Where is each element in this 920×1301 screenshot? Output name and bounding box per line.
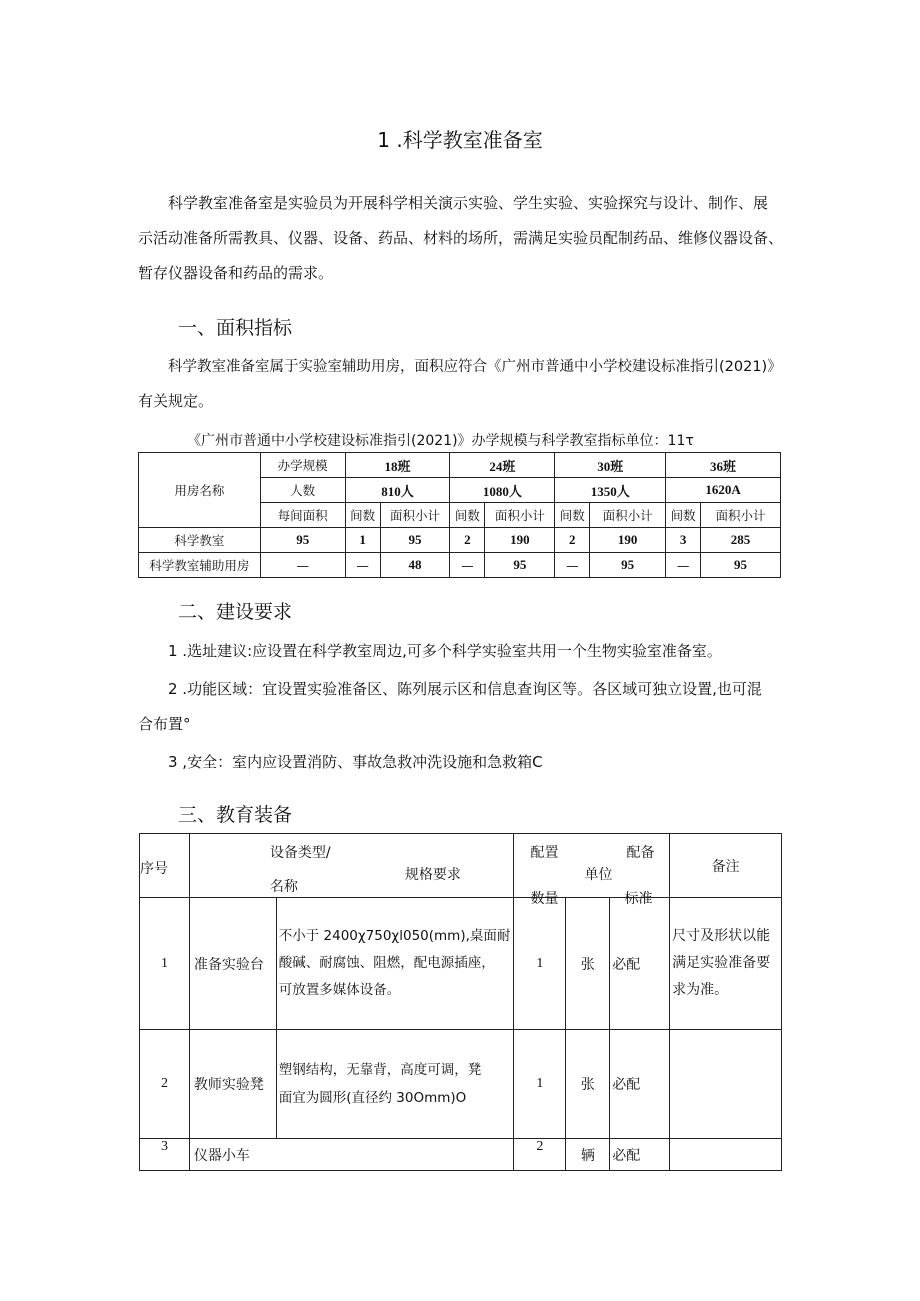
subtotal-header: 面积小计 — [590, 503, 666, 528]
scale-header: 办学规模 — [260, 453, 345, 478]
section3-heading: 三、教育装备 — [178, 804, 293, 826]
cell: 2 — [555, 528, 590, 553]
class-36: 36班 — [666, 453, 781, 478]
row-no: 3 — [140, 1139, 190, 1171]
row-note — [670, 1030, 782, 1139]
requirement-2-cont: 合布置° — [138, 715, 191, 733]
count-header: 间数 — [555, 503, 590, 528]
people-18: 810人 — [345, 478, 450, 503]
cell: — — [666, 553, 701, 578]
intro-line-3: 暂存仪器设备和药品的需求。 — [138, 264, 334, 282]
section1-heading: 一、面积指标 — [178, 317, 293, 339]
intro-line-2: 示活动准备所需教具、仪器、设备、药品、材料的场所，需满足实验员配制药品、维修仪器设备、 — [138, 229, 784, 247]
cell: 48 — [380, 553, 450, 578]
row-unit: 张 — [566, 1030, 610, 1139]
count-header: 间数 — [666, 503, 701, 528]
row-std: 必配 — [610, 1139, 670, 1171]
qty-unit-std-header — [514, 834, 670, 907]
row-qty: 1 — [514, 898, 566, 1030]
unit-header: 单位 — [584, 867, 613, 883]
spec-line: 面宜为圆形(直径约 30Omm)O — [278, 1090, 467, 1106]
row-std: 必配 — [610, 898, 670, 1030]
row-name: 教师实验凳 — [189, 1030, 276, 1139]
section1-text-1: 科学教室准备室属于实验室辅助用房，面积应符合《广州市普通中小学校建设标准指引(2021)》 — [168, 359, 782, 375]
cell: 95 — [701, 553, 781, 578]
table-row — [139, 553, 781, 578]
table-row — [140, 1030, 782, 1139]
people-24: 1080人 — [450, 478, 555, 503]
cell: 285 — [701, 528, 781, 553]
subtotal-header: 面积小计 — [701, 503, 781, 528]
std-header-2: 标准 — [624, 891, 653, 907]
row-unit: 辆 — [566, 1139, 610, 1171]
qty-header-2: 数量 — [530, 891, 559, 907]
row-name: 科学教室辅助用房 — [139, 553, 261, 578]
spec-header: 规格要求 — [404, 867, 461, 883]
people-36: 1620A — [666, 478, 781, 503]
cell: 1 — [345, 528, 380, 553]
note-line: 满足实验准备要 — [672, 955, 771, 971]
spec-line: 酸碱、耐腐蚀、阻燃，配电源插座， — [278, 955, 495, 971]
note-line: 求为准。 — [672, 982, 729, 998]
requirement-1: 1 .选址建议:应设置在科学教室周边,可多个科学实验室共用一个生物实验室准备室。 — [168, 642, 722, 660]
type-header-2: 名称 — [269, 879, 298, 895]
table-row — [140, 1139, 782, 1171]
note-header: 备注 — [670, 834, 782, 898]
row-note — [670, 898, 782, 1030]
room-name-header: 用房名称 — [139, 453, 261, 528]
cell: 95 — [485, 553, 555, 578]
row-qty: 1 — [514, 1030, 566, 1139]
cell: 190 — [485, 528, 555, 553]
row-name: 准备实验台 — [189, 898, 276, 1030]
subtotal-header: 面积小计 — [485, 503, 555, 528]
section2-heading: 二、建设要求 — [178, 601, 293, 623]
cell: — — [345, 553, 380, 578]
table-header-row — [140, 834, 782, 898]
table-row — [139, 528, 781, 553]
subtotal-header: 面积小计 — [380, 503, 450, 528]
std-header-1: 配备 — [626, 845, 655, 861]
people-header: 人数 — [260, 478, 345, 503]
cell: 95 — [590, 553, 666, 578]
row-no: 1 — [140, 898, 190, 1030]
cell: — — [260, 553, 345, 578]
cell: — — [555, 553, 590, 578]
cell: — — [450, 553, 485, 578]
count-header: 间数 — [345, 503, 380, 528]
per-room-header: 每间面积 — [260, 503, 345, 528]
area-table — [138, 452, 781, 578]
row-note — [670, 1139, 782, 1171]
type-header-1: 设备类型/ — [269, 845, 331, 861]
equipment-table — [139, 833, 782, 1171]
row-name: 仪器小车 — [189, 1139, 514, 1171]
cell: 95 — [260, 528, 345, 553]
row-no: 2 — [140, 1030, 190, 1139]
row-unit: 张 — [566, 898, 610, 1030]
cell: 2 — [450, 528, 485, 553]
row-spec — [276, 1030, 514, 1139]
spec-line: 可放置多媒体设备。 — [278, 982, 401, 998]
class-18: 18班 — [345, 453, 450, 478]
class-24: 24班 — [450, 453, 555, 478]
requirement-2: 2 .功能区域：宜设置实验准备区、陈列展示区和信息查询区等。各区域可独立设置,也可混 — [168, 680, 762, 698]
cell: 3 — [666, 528, 701, 553]
note-line: 尺寸及形状以能 — [672, 928, 771, 944]
row-qty: 2 — [514, 1139, 566, 1171]
people-30: 1350人 — [555, 478, 666, 503]
row-std: 必配 — [610, 1030, 670, 1139]
cell: 190 — [590, 528, 666, 553]
table-row — [140, 898, 782, 1030]
spec-line: 不小于 2400χ750χl050(mm),桌面耐 — [278, 928, 511, 944]
row-name: 科学教室 — [139, 528, 261, 553]
requirement-3: 3 ,安全：室内应设置消防、事故急救冲洗设施和急救箱C — [168, 753, 543, 771]
class-30: 30班 — [555, 453, 666, 478]
count-header: 间数 — [450, 503, 485, 528]
no-header: 序号 — [140, 834, 190, 898]
spec-line: 塑钢结构，无靠背，高度可调，凳 — [278, 1062, 482, 1078]
table1-caption: 《广州市普通中小学校建设标准指引(2021)》办学规模与科学教室指标单位：11τ — [187, 433, 694, 449]
row-spec — [276, 898, 514, 1030]
qty-header-1: 配置 — [530, 845, 559, 861]
cell: 95 — [380, 528, 450, 553]
type-spec-header — [189, 834, 514, 898]
intro-line-1: 科学教室准备室是实验员为开展科学相关演示实验、学生实验、实验探究与设计、制作、展 — [168, 194, 769, 212]
page-title: 1 .科学教室准备室 — [377, 128, 543, 152]
section1-text-2: 有关规定。 — [138, 392, 214, 410]
